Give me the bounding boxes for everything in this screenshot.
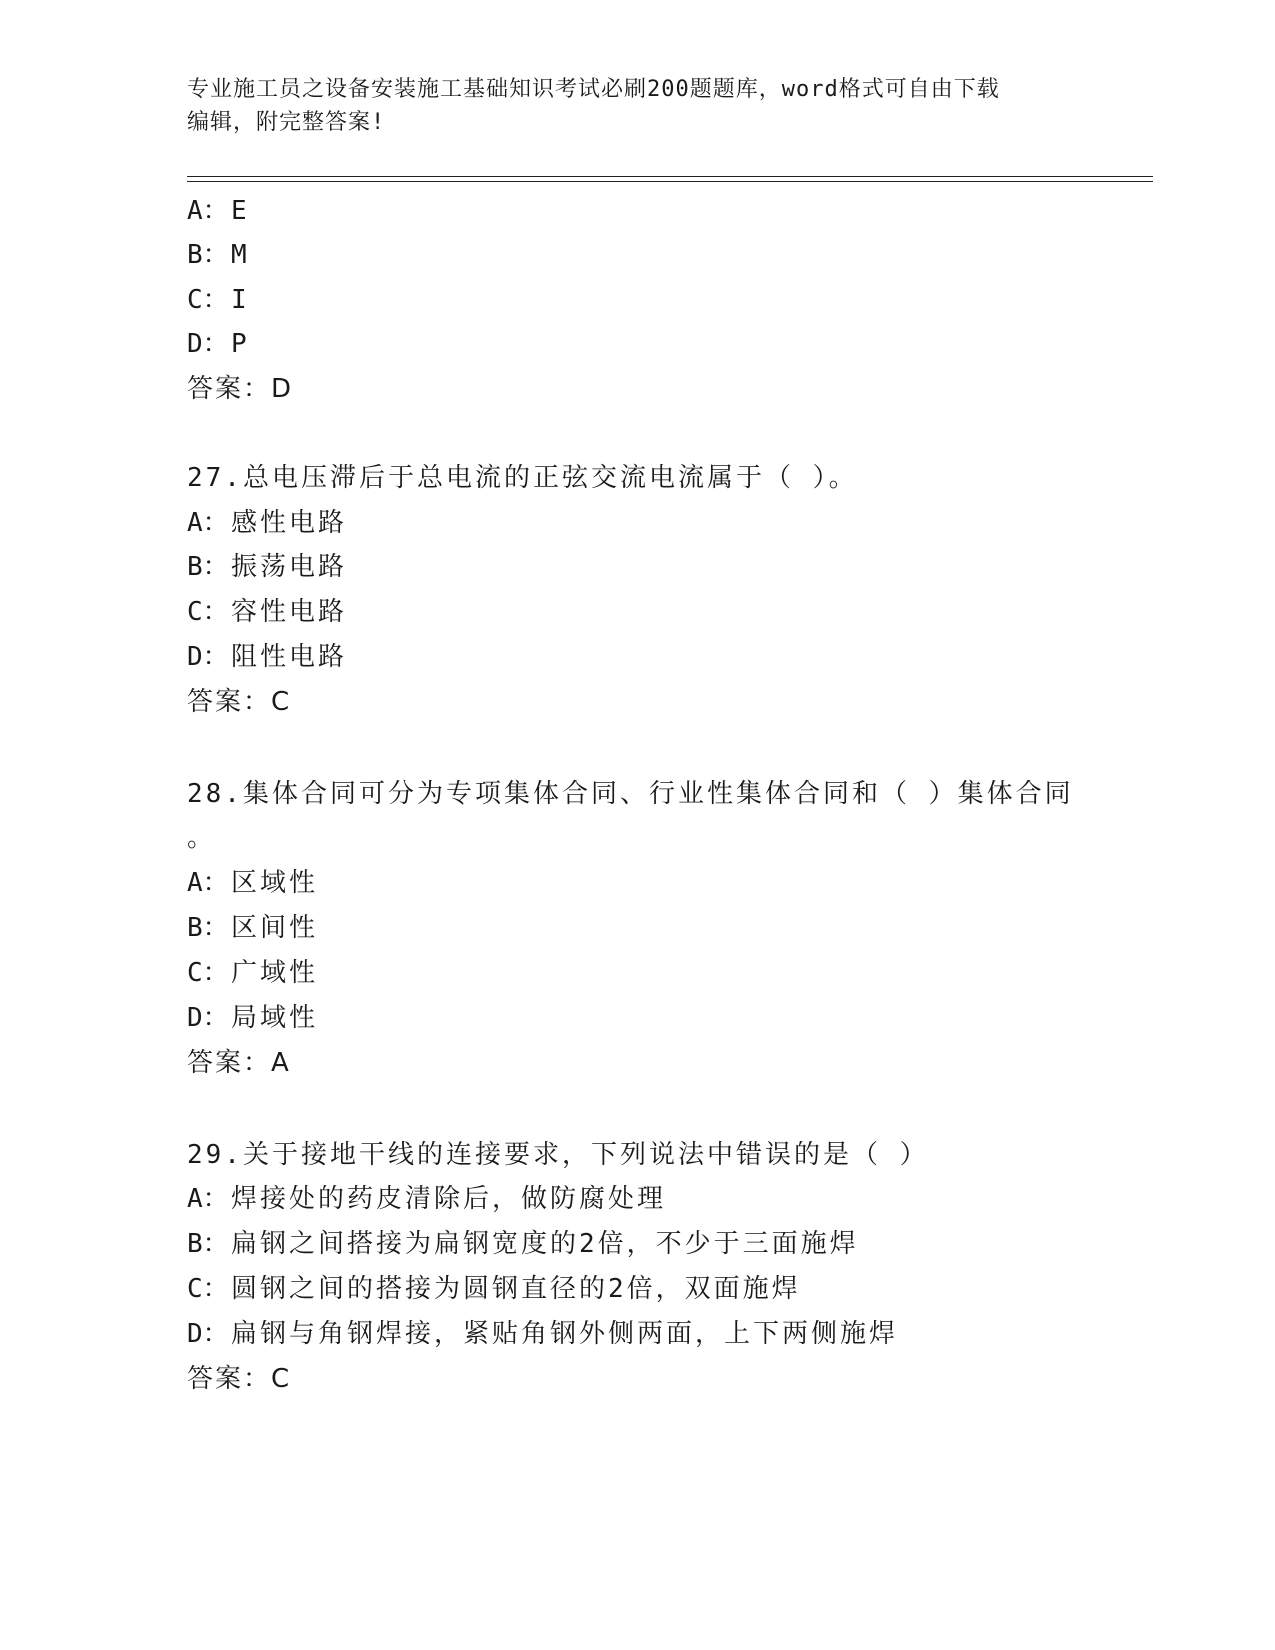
question-stem: 29.关于接地干线的连接要求，下列说法中错误的是（ ） (187, 1140, 929, 1170)
header-title-line2: 编辑，附完整答案! (187, 110, 386, 135)
option-text: 区域性 (231, 868, 319, 898)
answer: 答案：C (187, 687, 292, 717)
option-b (187, 551, 347, 583)
option-key: A： (187, 508, 229, 538)
option-c (187, 957, 318, 989)
option-text: 局域性 (231, 1003, 319, 1033)
header-title-line1: 专业施工员之设备安装施工基础知识考试必刷200题题库，word格式可自由下载 (187, 77, 1000, 102)
option-b (187, 239, 250, 271)
answer: 答案：C (187, 1364, 292, 1394)
option-key: A： (187, 1184, 229, 1214)
option-key: D： (187, 642, 229, 672)
option-text: I (231, 285, 250, 315)
option-c (187, 1273, 801, 1305)
question-stem-continued: 。 (187, 823, 217, 853)
option-a (187, 507, 347, 539)
option-c (187, 284, 250, 316)
answer: 答案：A (187, 1048, 291, 1078)
option-key: B： (187, 913, 229, 943)
option-text: 广域性 (231, 958, 319, 988)
option-key: D： (187, 329, 229, 359)
option-text: M (231, 240, 250, 270)
option-text: 阻性电路 (231, 642, 348, 672)
option-text: 区间性 (231, 913, 319, 943)
option-a (187, 1183, 666, 1215)
option-text: E (231, 196, 250, 226)
option-key: D： (187, 1003, 229, 1033)
option-d (187, 328, 250, 360)
option-text: 焊接处的药皮清除后，做防腐处理 (231, 1184, 667, 1214)
option-text: 圆钢之间的搭接为圆钢直径的2倍，双面施焊 (231, 1274, 801, 1304)
question-stem: 27.总电压滞后于总电流的正弦交流电流属于（ ）。 (187, 463, 858, 493)
option-b (187, 1228, 859, 1260)
option-key: B： (187, 240, 229, 270)
answer: 答案：D (187, 374, 294, 404)
option-text: 振荡电路 (231, 552, 348, 582)
option-a (187, 195, 250, 227)
option-a (187, 867, 318, 899)
option-d (187, 1318, 898, 1350)
option-key: B： (187, 1229, 229, 1259)
option-c (187, 596, 347, 628)
question-stem: 28.集体合同可分为专项集体合同、行业性集体合同和（ ）集体合同 (187, 779, 1074, 809)
option-key: A： (187, 868, 229, 898)
option-key: C： (187, 285, 229, 315)
option-text: 扁钢与角钢焊接，紧贴角钢外侧两面，上下两侧施焊 (231, 1319, 899, 1349)
option-text: 扁钢之间搭接为扁钢宽度的2倍，不少于三面施焊 (231, 1229, 859, 1259)
option-key: A： (187, 196, 229, 226)
header-divider-bottom (187, 181, 1153, 182)
option-key: C： (187, 1274, 229, 1304)
option-b (187, 912, 318, 944)
option-key: C： (187, 597, 229, 627)
option-key: C： (187, 958, 229, 988)
option-d (187, 641, 347, 673)
option-key: B： (187, 552, 229, 582)
header-divider-top (187, 176, 1153, 177)
document-header (187, 73, 1087, 139)
option-text: 容性电路 (231, 597, 348, 627)
option-text: P (231, 329, 250, 359)
option-d (187, 1002, 318, 1034)
option-key: D： (187, 1319, 229, 1349)
option-text: 感性电路 (231, 508, 348, 538)
